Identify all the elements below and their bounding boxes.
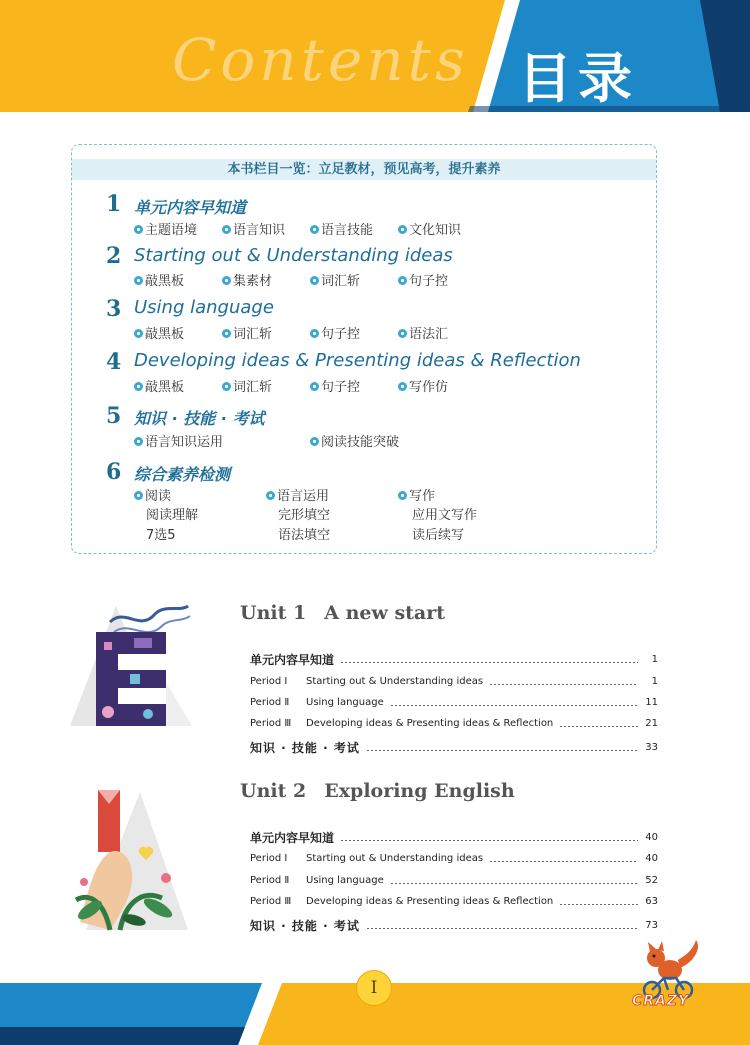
bullet-icon <box>310 225 319 234</box>
page-title: 目录 <box>518 47 638 110</box>
bullet-icon <box>134 437 143 446</box>
bullet-icon <box>310 437 319 446</box>
bullet-icon <box>222 382 231 391</box>
section-item: 敲黑板 <box>134 376 184 395</box>
sub-item: 应用文写作 <box>412 508 478 523</box>
section-title: Using language <box>134 297 274 318</box>
section-item: 阅读 <box>134 485 171 504</box>
page-number-badge: I <box>356 970 392 1006</box>
bullet-icon <box>134 329 143 338</box>
section-number: 1 <box>106 191 122 217</box>
section-item: 主题语境 <box>134 219 197 238</box>
section-item: 语言运用 <box>266 485 329 504</box>
toc-entry[interactable]: 知识 · 技能 · 考试 33 <box>250 740 658 755</box>
section-item: 写作仿 <box>398 376 448 395</box>
contents-watermark: Contents <box>172 26 469 94</box>
bullet-icon <box>398 491 407 500</box>
fox-mascot-icon <box>634 938 704 1000</box>
section-item: 语法汇 <box>398 323 448 342</box>
overview-heading: 本书栏目一览：立足教材，预见高考，提升素养 <box>227 162 501 177</box>
section-item: 语言技能 <box>310 219 373 238</box>
sub-item: 7选5 <box>146 528 176 543</box>
bullet-icon <box>310 329 319 338</box>
toc-entry[interactable]: 单元内容早知道 40 <box>250 830 658 845</box>
bullet-icon <box>266 491 275 500</box>
section-item: 语言知识运用 <box>134 431 223 450</box>
bullet-icon <box>222 329 231 338</box>
section-item: 写作 <box>398 485 435 504</box>
section-item: 句子控 <box>310 376 360 395</box>
sub-item: 语法填空 <box>278 528 331 543</box>
section-number: 4 <box>106 349 122 375</box>
bullet-icon <box>134 276 143 285</box>
sub-item: 读后续写 <box>412 528 465 543</box>
section-item: 句子控 <box>398 270 448 289</box>
unit-2-heading: Unit 2 Exploring English <box>240 780 515 802</box>
bullet-icon <box>398 382 407 391</box>
section-item: 阅读技能突破 <box>310 431 399 450</box>
bullet-icon <box>398 276 407 285</box>
section-number: 2 <box>106 243 122 269</box>
section-item: 词汇斩 <box>222 323 272 342</box>
section-item: 句子控 <box>310 323 360 342</box>
section-title: 综合素养检测 <box>134 465 231 484</box>
bullet-icon <box>398 225 407 234</box>
toc-entry[interactable]: 单元内容早知道 1 <box>250 652 658 667</box>
toc-entry[interactable]: Period Ⅱ Using language 52 <box>250 874 658 886</box>
sub-item: 完形填空 <box>278 508 331 523</box>
bullet-icon <box>310 382 319 391</box>
bullet-icon <box>134 225 143 234</box>
section-item: 敲黑板 <box>134 323 184 342</box>
sub-item: 阅读理解 <box>146 508 199 523</box>
section-item: 词汇斩 <box>310 270 360 289</box>
unit-1-heading: Unit 1 A new start <box>240 602 446 624</box>
bullet-icon <box>222 276 231 285</box>
section-title: 单元内容早知道 <box>134 198 247 217</box>
toc-entry[interactable]: Period Ⅱ Using language 11 <box>250 696 658 708</box>
section-title: Starting out & Understanding ideas <box>134 245 453 266</box>
mascot-label: CRAZY <box>632 993 690 1009</box>
section-number: 3 <box>106 296 122 322</box>
toc-entry[interactable]: Period Ⅲ Developing ideas & Presenting ideas & Reflection 21 <box>250 717 658 729</box>
toc-entry[interactable]: Period Ⅰ Starting out & Understanding ideas 40 <box>250 852 658 864</box>
section-item: 集素材 <box>222 270 272 289</box>
section-number: 6 <box>106 459 122 485</box>
section-title: 知识 · 技能 · 考试 <box>134 409 265 428</box>
section-item: 文化知识 <box>398 219 461 238</box>
section-number: 5 <box>106 403 122 429</box>
unit-2-illustration <box>70 782 190 932</box>
toc-entry[interactable]: Period Ⅰ Starting out & Understanding ideas 1 <box>250 675 658 687</box>
bullet-icon <box>310 276 319 285</box>
section-item: 词汇斩 <box>222 376 272 395</box>
toc-entry[interactable]: 知识 · 技能 · 考试 73 <box>250 918 658 933</box>
bullet-icon <box>134 491 143 500</box>
section-item: 语言知识 <box>222 219 285 238</box>
bullet-icon <box>398 329 407 338</box>
bullet-icon <box>222 225 231 234</box>
section-title: Developing ideas & Presenting ideas & Reflection <box>134 350 581 371</box>
bullet-icon <box>134 382 143 391</box>
unit-1-illustration <box>70 602 194 728</box>
toc-entry[interactable]: Period Ⅲ Developing ideas & Presenting ideas & Reflection 63 <box>250 895 658 907</box>
section-item: 敲黑板 <box>134 270 184 289</box>
